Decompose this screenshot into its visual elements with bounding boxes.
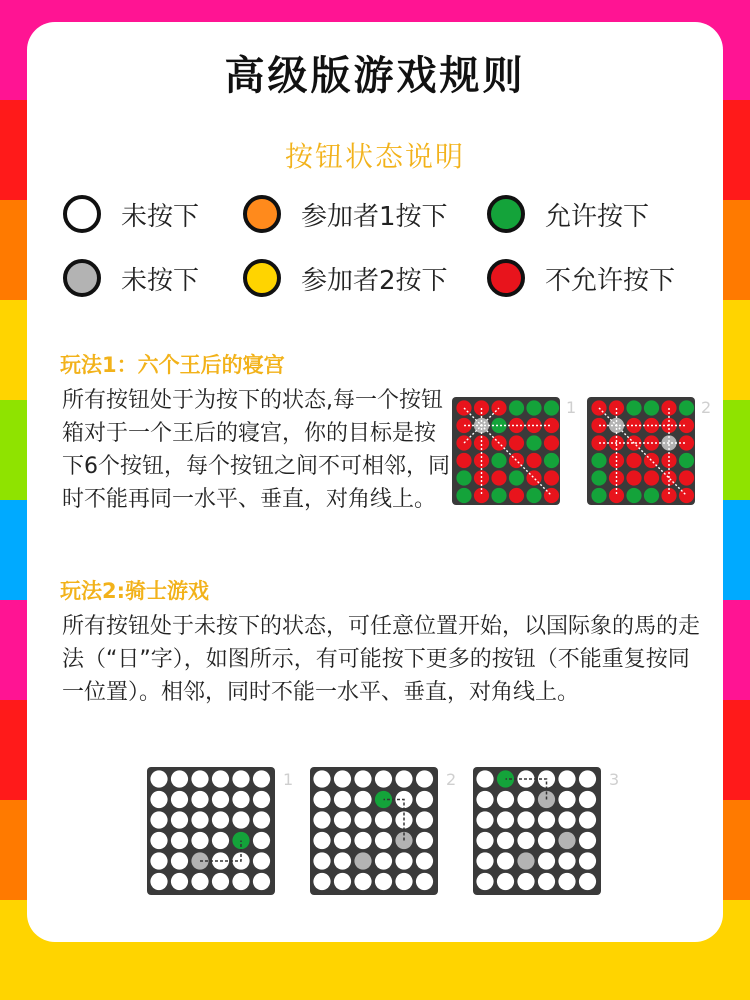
board-button: [538, 873, 555, 890]
board-button: [476, 770, 493, 787]
board-button: [395, 852, 412, 869]
board-button: [253, 832, 270, 849]
board-button: [456, 470, 471, 485]
board-button: [171, 811, 188, 828]
board-button: [354, 852, 371, 869]
board-button: [253, 770, 270, 787]
board-button: [313, 791, 330, 808]
board-button: [456, 488, 471, 503]
mode1-heading: 玩法1：六个王后的寝宫: [60, 353, 285, 377]
board-button: [626, 453, 641, 468]
board-button: [334, 811, 351, 828]
board-button: [579, 852, 596, 869]
white-circle-icon: [63, 195, 101, 233]
board-button: [679, 453, 694, 468]
board-button: [544, 435, 559, 450]
board-button: [212, 873, 229, 890]
board-button: [558, 832, 575, 849]
board-button: [334, 791, 351, 808]
board-button: [375, 770, 392, 787]
legend-item: [63, 259, 243, 297]
board-button: [497, 811, 514, 828]
board-button: [212, 770, 229, 787]
legend-item: [63, 195, 243, 233]
board-button: [538, 811, 555, 828]
board-button: [354, 770, 371, 787]
board-button: [476, 832, 493, 849]
gray-circle-icon: [63, 259, 101, 297]
board-button: [558, 811, 575, 828]
board-button: [354, 873, 371, 890]
board-button: [313, 770, 330, 787]
board-button: [171, 832, 188, 849]
board-button: [497, 791, 514, 808]
board-button: [517, 873, 534, 890]
board-button: [644, 400, 659, 415]
knight-example-board-3: [473, 767, 623, 897]
board-button: [476, 852, 493, 869]
board-button: [509, 400, 524, 415]
board-button: [253, 852, 270, 869]
board-button: [517, 852, 534, 869]
board-button: [212, 811, 229, 828]
mode2-description: 所有按钮处于未按下的状态，可任意位置开始，以国际象的馬的走法（“日”字），如图所示，有可能按下更多的按钮（不能重复按同一位置）。相邻，同时不能一水平、垂直，对角线上。: [62, 614, 701, 705]
board-button: [232, 770, 249, 787]
board-button: [476, 873, 493, 890]
board-button: [416, 811, 433, 828]
legend-label: 参加者2按下: [301, 265, 448, 296]
board-button: [416, 770, 433, 787]
board-button: [171, 791, 188, 808]
board-button: [150, 811, 167, 828]
board-button: [579, 791, 596, 808]
rules-card: [27, 22, 723, 942]
board-button: [313, 873, 330, 890]
board-button: [375, 832, 392, 849]
board-button: [253, 873, 270, 890]
board-button: [212, 832, 229, 849]
legend-item: [243, 259, 487, 297]
board-button: [212, 791, 229, 808]
button-state-legend: [63, 192, 703, 320]
board-button: [375, 811, 392, 828]
board-button: [497, 832, 514, 849]
yellow-circle-icon: [243, 259, 281, 297]
board-button: [395, 873, 412, 890]
board-button: [626, 488, 641, 503]
board-button: [354, 811, 371, 828]
board-button: [456, 453, 471, 468]
board-button: [334, 832, 351, 849]
legend-label: 允许按下: [545, 201, 650, 232]
board-button: [497, 852, 514, 869]
board-button: [191, 873, 208, 890]
board-button: [491, 453, 506, 468]
board-button: [253, 791, 270, 808]
board-button: [354, 832, 371, 849]
board-button: [509, 488, 524, 503]
board-button: [150, 852, 167, 869]
board-button: [191, 832, 208, 849]
board-button: [191, 791, 208, 808]
board-button: [171, 852, 188, 869]
board-button: [375, 873, 392, 890]
knight-example-board-2: [310, 767, 460, 897]
board-button: [334, 770, 351, 787]
board-button: [538, 832, 555, 849]
board-button: [334, 873, 351, 890]
board-button: [191, 770, 208, 787]
board-button: [526, 488, 541, 503]
green-circle-icon: [487, 195, 525, 233]
board-button: [591, 453, 606, 468]
board-button: [526, 470, 541, 485]
board-button: [171, 770, 188, 787]
board-button: [416, 791, 433, 808]
board-button: [232, 811, 249, 828]
legend-label: 不允许按下: [545, 265, 676, 296]
figure-number: 3: [609, 770, 620, 789]
board-button: [476, 791, 493, 808]
board-button: [526, 400, 541, 415]
mode2-heading: 玩法2:骑士游戏: [60, 579, 210, 603]
queens-example-board-1: [452, 397, 577, 507]
board-button: [517, 791, 534, 808]
board-button: [544, 453, 559, 468]
legend-item: [487, 259, 687, 297]
board-button: [679, 470, 694, 485]
figure-number: 1: [283, 770, 294, 789]
board-button: [509, 470, 524, 485]
board-button: [313, 811, 330, 828]
legend-label: 参加者1按下: [301, 201, 448, 232]
board-button: [591, 488, 606, 503]
knight-example-board-1: [147, 767, 297, 897]
legend-item: [487, 195, 687, 233]
board-button: [558, 873, 575, 890]
board-button: [579, 832, 596, 849]
board-button: [679, 400, 694, 415]
board-button: [558, 852, 575, 869]
board-button: [416, 873, 433, 890]
board-button: [354, 791, 371, 808]
board-button: [579, 770, 596, 787]
mode1-description: 所有按钮处于为按下的状态,每一个按钮箱对于一个王后的寝宫，你的目标是按下6个按钮，每个按钮之间不可相邻，同时不能再同一水平、垂直，对角线上。: [62, 388, 450, 512]
board-button: [232, 873, 249, 890]
board-button: [544, 400, 559, 415]
legend-label: 未按下: [121, 265, 200, 296]
legend-item: [243, 195, 487, 233]
board-button: [313, 832, 330, 849]
red-circle-icon: [487, 259, 525, 297]
board-button: [171, 873, 188, 890]
board-button: [253, 811, 270, 828]
board-button: [375, 852, 392, 869]
board-button: [579, 873, 596, 890]
board-button: [644, 488, 659, 503]
board-button: [558, 770, 575, 787]
legend-row: [63, 256, 703, 300]
board-button: [538, 852, 555, 869]
legend-heading: 按钮状态说明: [284, 140, 465, 173]
board-button: [191, 811, 208, 828]
board-button: [395, 770, 412, 787]
board-button: [591, 470, 606, 485]
figure-number: 2: [701, 398, 712, 417]
board-button: [313, 852, 330, 869]
board-button: [334, 852, 351, 869]
queens-example-board-2: [587, 397, 712, 507]
board-button: [644, 470, 659, 485]
board-button: [416, 852, 433, 869]
board-button: [626, 400, 641, 415]
board-button: [491, 488, 506, 503]
board-button: [150, 832, 167, 849]
board-button: [476, 811, 493, 828]
board-button: [526, 453, 541, 468]
board-button: [509, 435, 524, 450]
page-title: 高级版游戏规则: [224, 53, 526, 99]
board-button: [416, 832, 433, 849]
board-button: [626, 470, 641, 485]
board-button: [497, 873, 514, 890]
board-button: [150, 770, 167, 787]
legend-label: 未按下: [121, 201, 200, 232]
board-button: [150, 791, 167, 808]
board-button: [544, 470, 559, 485]
board-button: [526, 435, 541, 450]
figure-number: 2: [446, 770, 457, 789]
board-button: [517, 832, 534, 849]
board-button: [517, 811, 534, 828]
board-button: [579, 811, 596, 828]
board-button: [491, 470, 506, 485]
board-button: [558, 791, 575, 808]
board-button: [150, 873, 167, 890]
figure-number: 1: [566, 398, 577, 417]
board-button: [232, 791, 249, 808]
legend-row: [63, 192, 703, 236]
orange-circle-icon: [243, 195, 281, 233]
